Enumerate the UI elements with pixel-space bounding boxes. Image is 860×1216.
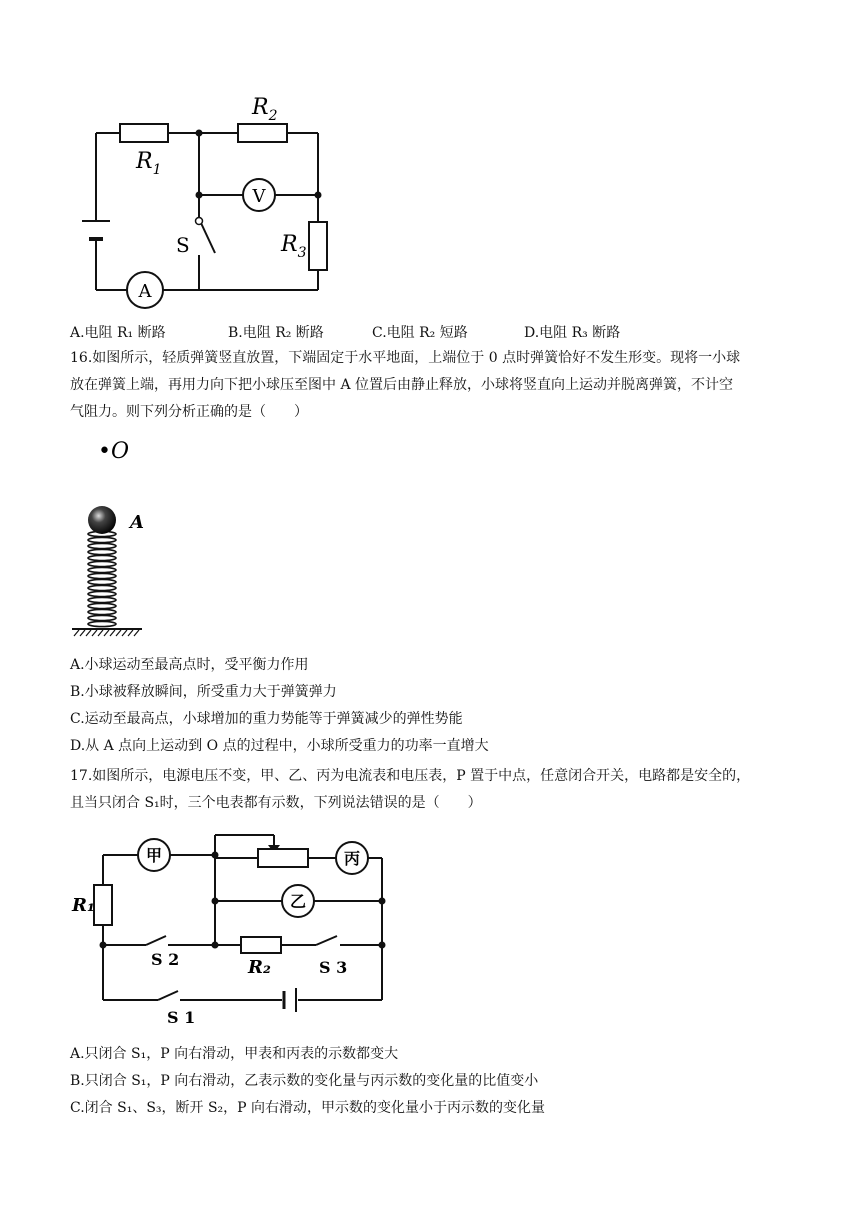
q17-stem-line-1: 17.如图所示，电源电压不变，甲、乙、丙为电流表和电压表，P 置于中点，任意闭合开关，电路都是安全的， <box>70 768 751 784</box>
q16-stem-line-1: 16.如图所示，轻质弹簧竖直放置，下端固定于水平地面，上端位于 0 点时弹簧恰好不发生形变。现将一小球 <box>70 350 741 366</box>
q15-option-c[interactable]: C.电阻 R₂ 短路 <box>372 325 468 341</box>
circuit-figure-2 <box>60 825 410 1030</box>
q17-stem-line-2: 且当只闭合 S₁时，三个电表都有示数，下列说法错误的是（ ） <box>70 795 482 811</box>
label-meter-yi: 乙 <box>289 892 307 911</box>
label-meter-bing: 丙 <box>343 849 361 868</box>
q15-option-b[interactable]: B.电阻 R₂ 断路 <box>228 325 324 341</box>
label-s2: S 2 <box>151 950 180 969</box>
label-voltmeter: V <box>252 186 266 207</box>
label-r2: $R_2$ <box>252 95 278 124</box>
resistor-r3 <box>309 222 327 270</box>
q16-option-a[interactable]: A.小球运动至最高点时，受平衡力作用 <box>70 657 309 673</box>
q15-option-a[interactable]: A.电阻 R₁ 断路 <box>70 325 166 341</box>
q16-option-b[interactable]: B.小球被释放瞬间，所受重力大于弹簧弹力 <box>70 684 337 700</box>
q15-options <box>70 322 790 342</box>
label-r1: $R_1$ <box>136 149 162 178</box>
resistor-r2 <box>238 124 287 142</box>
label-point-a: A <box>130 512 144 533</box>
circuit-figure-1 <box>60 85 350 310</box>
label-meter-jia: 甲 <box>145 846 163 865</box>
label-point-o: •O <box>98 439 130 464</box>
spring-ball-figure <box>68 438 158 643</box>
resistor-r1-fig2 <box>94 885 112 925</box>
spring-icon <box>88 531 116 626</box>
ground-hatch <box>74 630 139 636</box>
rheostat-icon <box>258 849 308 867</box>
label-s1: S 1 <box>167 1008 196 1027</box>
q16-option-c[interactable]: C.运动至最高点，小球增加的重力势能等于弹簧减少的弹性势能 <box>70 711 463 727</box>
ball-icon <box>88 506 116 534</box>
label-r2-fig2: R₂ <box>248 957 271 978</box>
resistor-r1 <box>120 124 168 142</box>
label-r3: $R_3$ <box>281 232 307 261</box>
label-switch-s: S <box>176 233 190 257</box>
q17-option-b[interactable]: B.只闭合 S₁，P 向右滑动，乙表示数的变化量与丙示数的变化量的比值变小 <box>70 1073 539 1089</box>
resistor-r2-fig2 <box>241 937 281 953</box>
label-s3: S 3 <box>319 958 348 977</box>
q17-option-a[interactable]: A.只闭合 S₁，P 向右滑动，甲表和丙表的示数都变大 <box>70 1046 399 1062</box>
q16-option-d[interactable]: D.从 A 点向上运动到 O 点的过程中，小球所受重力的功率一直增大 <box>70 738 489 754</box>
q16-stem-line-2: 放在弹簧上端，再用力向下把小球压至图中 A 位置后由静止释放，小球将竖直向上运动并脱离弹簧，不计空 <box>70 377 734 393</box>
q17-option-c[interactable]: C.闭合 S₁、S₃，断开 S₂，P 向右滑动，甲示数的变化量小于丙示数的变化量 <box>70 1100 546 1116</box>
label-ammeter: A <box>138 281 152 302</box>
q15-option-d[interactable]: D.电阻 R₃ 断路 <box>524 325 621 341</box>
label-r1-fig2: R₁ <box>72 895 95 916</box>
q16-stem-line-3: 气阻力。则下列分析正确的是（ ） <box>70 404 308 420</box>
